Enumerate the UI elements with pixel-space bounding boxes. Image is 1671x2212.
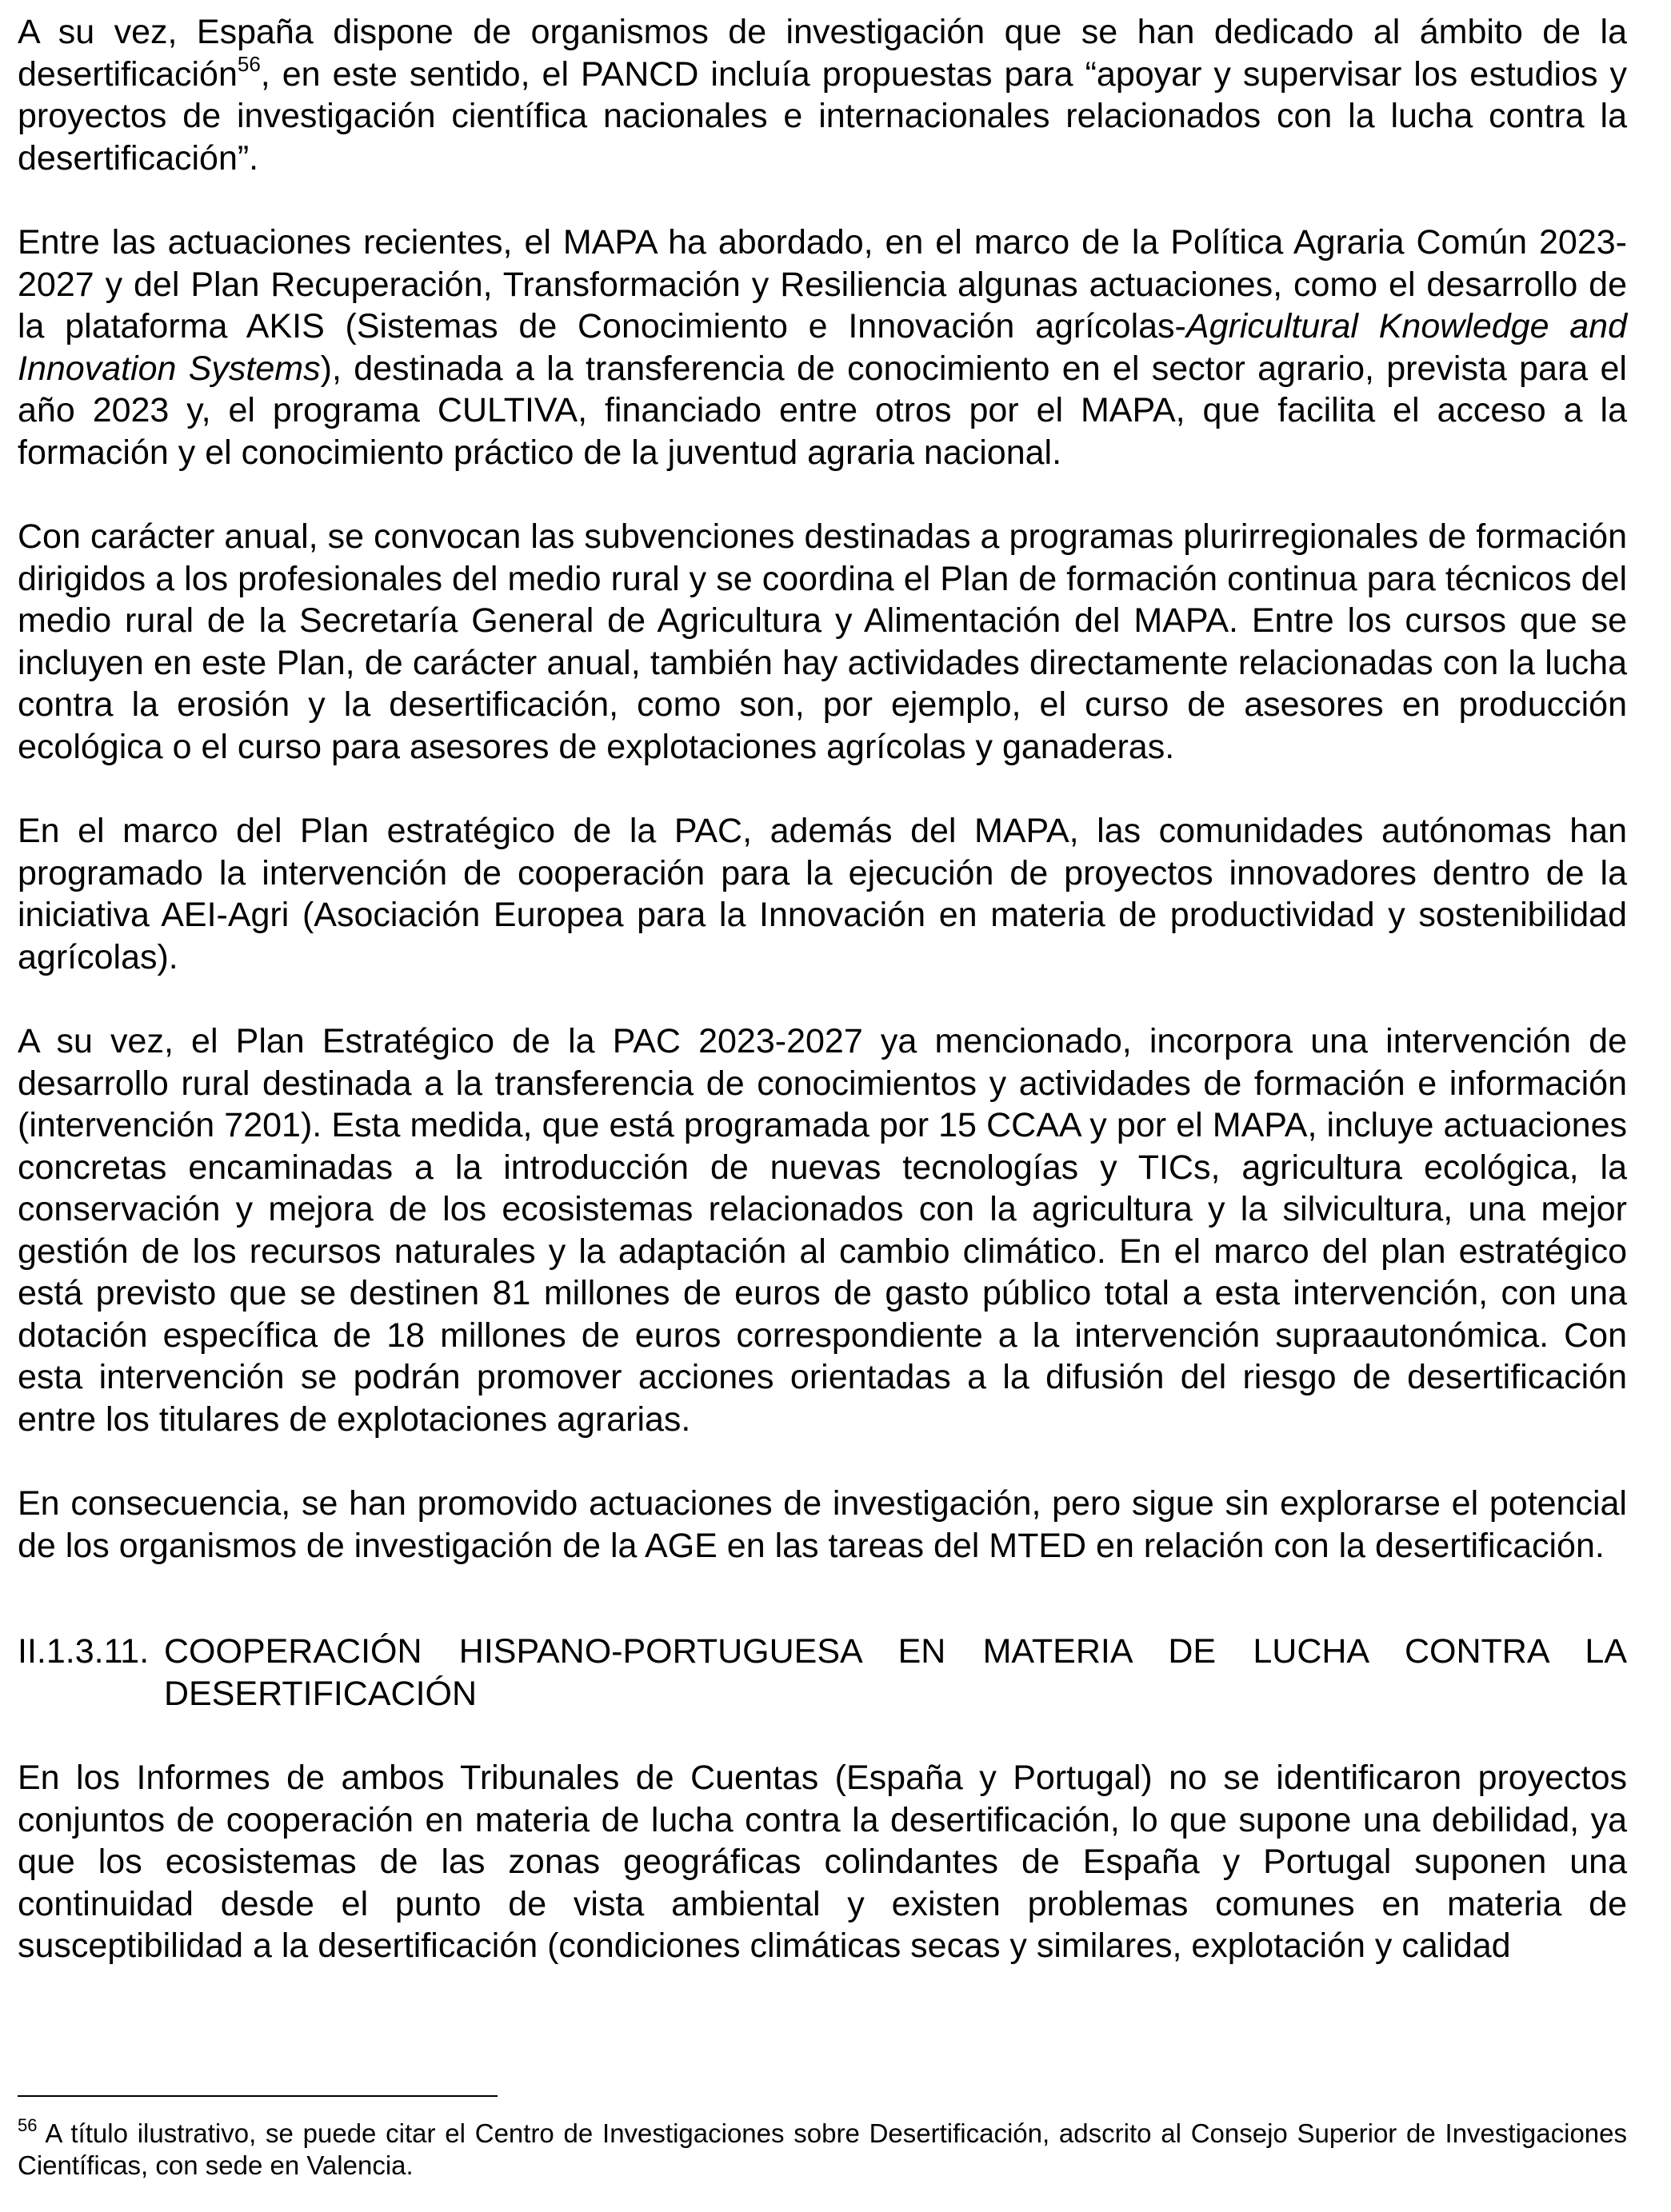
footnote-56: [18, 2115, 1627, 2182]
paragraph-research-bodies: [18, 11, 1627, 179]
document-page: [18, 11, 1627, 1967]
paragraph-conclusion: En consecuencia, se han promovido actuaciones de investigación, pero sigue sin explorarse el potencial de los organismos de investigación de la AGE en las tareas del MTED en relación con la desertificación.: [18, 1484, 1627, 1565]
section-number: II.1.3.11.: [18, 1632, 150, 1671]
paragraph-annual-subsidies: Con carácter anual, se convocan las subvenciones destinadas a programas plurirregionales de formación dirigidos a los profesionales del medio rural y se coordina el Plan de formación continua para técnicos del medio rural de la Secretaría General de Agricultura y Alimentación del MAPA. Entre los cursos que se incluyen en este Plan, de carácter anual, también hay actividades directamente relacionadas con la lucha contra la erosión y la desertificación, como son, por ejemplo, el curso de asesores en producción ecológica o el curso para asesores de explotaciones agrícolas y ganaderas.: [18, 517, 1627, 766]
paragraph-hispano-portuguese: En los Informes de ambos Tribunales de Cuentas (España y Portugal) no se identificaron proyectos conjuntos de cooperación en materia de lucha contra la desertificación, lo que supone una debilidad, ya que los ecosistemas de las zonas geográficas colindantes de España y Portugal suponen una continuidad desde el punto de vista ambiental y existen problemas comunes en materia de susceptibilidad a la desertificación (condiciones climáticas secas y similares, explotación y calidad: [18, 1759, 1627, 1965]
footnote-section: [18, 2095, 1627, 2182]
footnote-marker: 56: [18, 2115, 38, 2135]
italic-term: Agricultural Knowledge and Innovation Systems: [18, 307, 1628, 388]
paragraph-pac-2023-2027: A su vez, el Plan Estratégico de la PAC 2023-2027 ya mencionado, incorpora una intervención de desarrollo rural destinada a la transferencia de conocimientos y actividades de formación e información (intervención 7201). Esta medida, que está programada por 15 CCAA y por el MAPA, incluye actuaciones concretas encaminadas a la introducción de nuevas tecnologías y TICs, agricultura ecológica, la conservación y mejora de los ecosistemas relacionados con la agricultura y la silvicultura, una mejor gestión de los recursos naturales y la adaptación al cambio climático. En el marco del plan estratégico está previsto que se destinen 81 millones de euros de gasto público total a esta intervención, con una dotación específica de 18 millones de euros correspondiente a la intervención supraautonómica. Con esta intervención se podrán promover acciones orientadas a la difusión del riesgo de desertificación entre los titulares de explotaciones agrarias.: [18, 1022, 1627, 1439]
paragraph-text: Entre las actuaciones recientes, el MAPA ha abordado, en el marco de la Política Agraria Común 2023-2027 y del Plan Recuperación, Transformación y Resiliencia algunas actuaciones, como el desarrollo de la plataforma AKIS (Sistemas de Conocimiento e Innovación agrícolas-: [18, 223, 1627, 345]
paragraph-pac-cooperation: En el marco del Plan estratégico de la PAC, además del MAPA, las comunidades autónomas han programado la intervención de cooperación para la ejecución de proyectos innovadores dentro de la iniciativa AEI-Agri (Asociación Europea para la Innovación en materia de productividad y sostenibilidad agrícolas).: [18, 812, 1627, 976]
footnote-text: A título ilustrativo, se puede citar el Centro de Investigaciones sobre Desertificación, adscrito al Consejo Superior de Investigaciones Científicas, con sede en Valencia.: [18, 2118, 1627, 2180]
paragraph-text: A su vez, España dispone de organismos de investigación que se han dedicado al ámbito de la desertificación: [18, 13, 1627, 94]
paragraph-text: ), destinada a la transferencia de conocimiento en el sector agrario, prevista para el año 2023 y, el programa CULTIVA, financiado entre otros por el MAPA, que facilita el acceso a la formación y el conocimiento práctico de la juventud agraria nacional.: [18, 349, 1627, 472]
section-heading: [18, 1631, 1627, 1715]
section-title: COOPERACIÓN HISPANO-PORTUGUESA EN MATERIA DE LUCHA CONTRA LA DESERTIFICACIÓN: [164, 1632, 1627, 1713]
paragraph-recent-actions: [18, 222, 1627, 473]
paragraph-text: , en este sentido, el PANCD incluía propuestas para “apoyar y supervisar los estudios y proyectos de investigación científica nacionales e internacionales relacionados con la lucha contra la desertificación”.: [18, 54, 1627, 178]
footnote-separator: [18, 2095, 498, 2097]
footnote-reference-56[interactable]: 56: [237, 52, 261, 77]
